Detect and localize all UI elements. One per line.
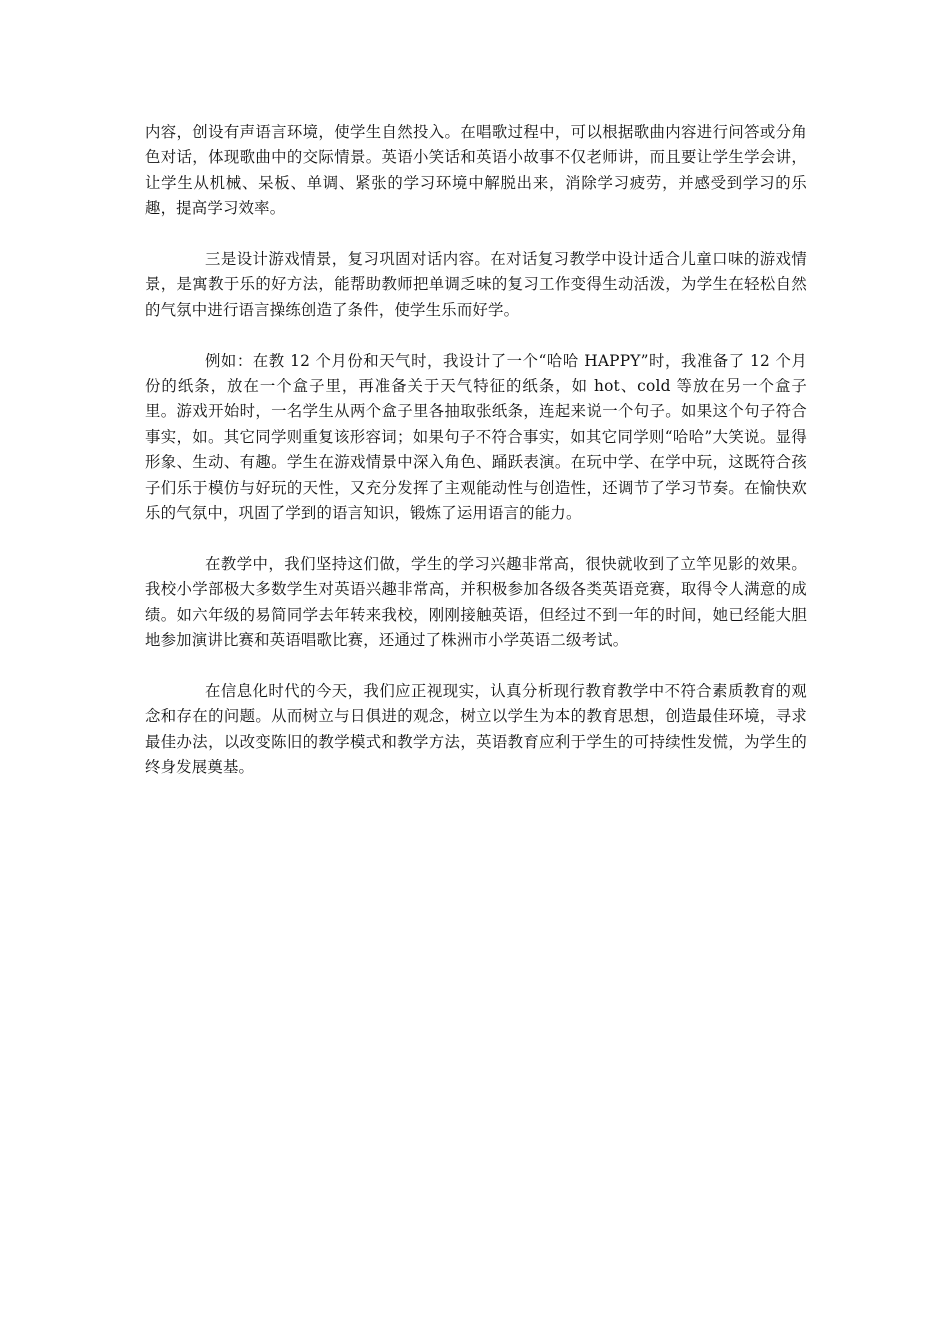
document-body <box>145 120 807 806</box>
paragraph-results: 在教学中，我们坚持这们做，学生的学习兴趣非常高，很快就收到了立竿见影的效果。我校小学部极大多数学生对英语兴趣非常高，并积极参加各级各类英语竞赛，取得令人满意的成绩。如六年级的易简同学去年转来我校，刚刚接触英语，但经过不到一年的时间，她已经能大胆地参加演讲比赛和英语唱歌比赛，还通过了株洲市小学英语二级考试。 <box>145 554 807 650</box>
paragraph-example: 例如：在教 12 个月份和天气时，我设计了一个“哈哈 HAPPY”时，我准备了 12 个月份的纸条，放在一个盒子里，再准备关于天气特征的纸条，如 hot、cold 等放在另一个盒子里。游戏开始时，一名学生从两个盒子里各抽取张纸条，连起来说一个句子。如果这个句子符合事实，如。其它同学则重复该形容词；如果句子不符合事实，如其它同学则“哈哈”大笑说。显得形象、生动、有趣。学生在游戏情景中深入角色、踊跃表演。在玩中学、在学中玩，这既符合孩子们乐于模仿与好玩的天性，又充分发挥了主观能动性与创造性，还调节了学习节奏。在愉快欢乐的气氛中，巩固了学到的语言知识，锻炼了运用语言的能力。 <box>145 351 807 523</box>
paragraph-game-scenario: 三是设计游戏情景，复习巩固对话内容。在对话复习教学中设计适合儿童口味的游戏情景，是寓教于乐的好方法，能帮助教师把单调乏味的复习工作变得生动活泼，为学生在轻松自然的气氛中进行语言操练创造了条件，使学生乐而好学。 <box>145 250 807 319</box>
paragraph-continuation: 内容，创设有声语言环境，使学生自然投入。在唱歌过程中，可以根据歌曲内容进行问答或分角色对话，体现歌曲中的交际情景。英语小笑话和英语小故事不仅老师讲，而且要让学生学会讲，让学生从机械、呆板、单调、紧张的学习环境中解脱出来，消除学习疲劳，并感受到学习的乐趣，提高学习效率。 <box>145 123 807 218</box>
paragraph-conclusion: 在信息化时代的今天，我们应正视现实，认真分析现行教育教学中不符合素质教育的观念和存在的问题。从而树立与日俱进的观念，树立以学生为本的教育思想，创造最佳环境，寻求最佳办法，以改变陈旧的教学模式和教学方法，英语教育应利于学生的可持续性发慌，为学生的终身发展奠基。 <box>145 681 807 777</box>
